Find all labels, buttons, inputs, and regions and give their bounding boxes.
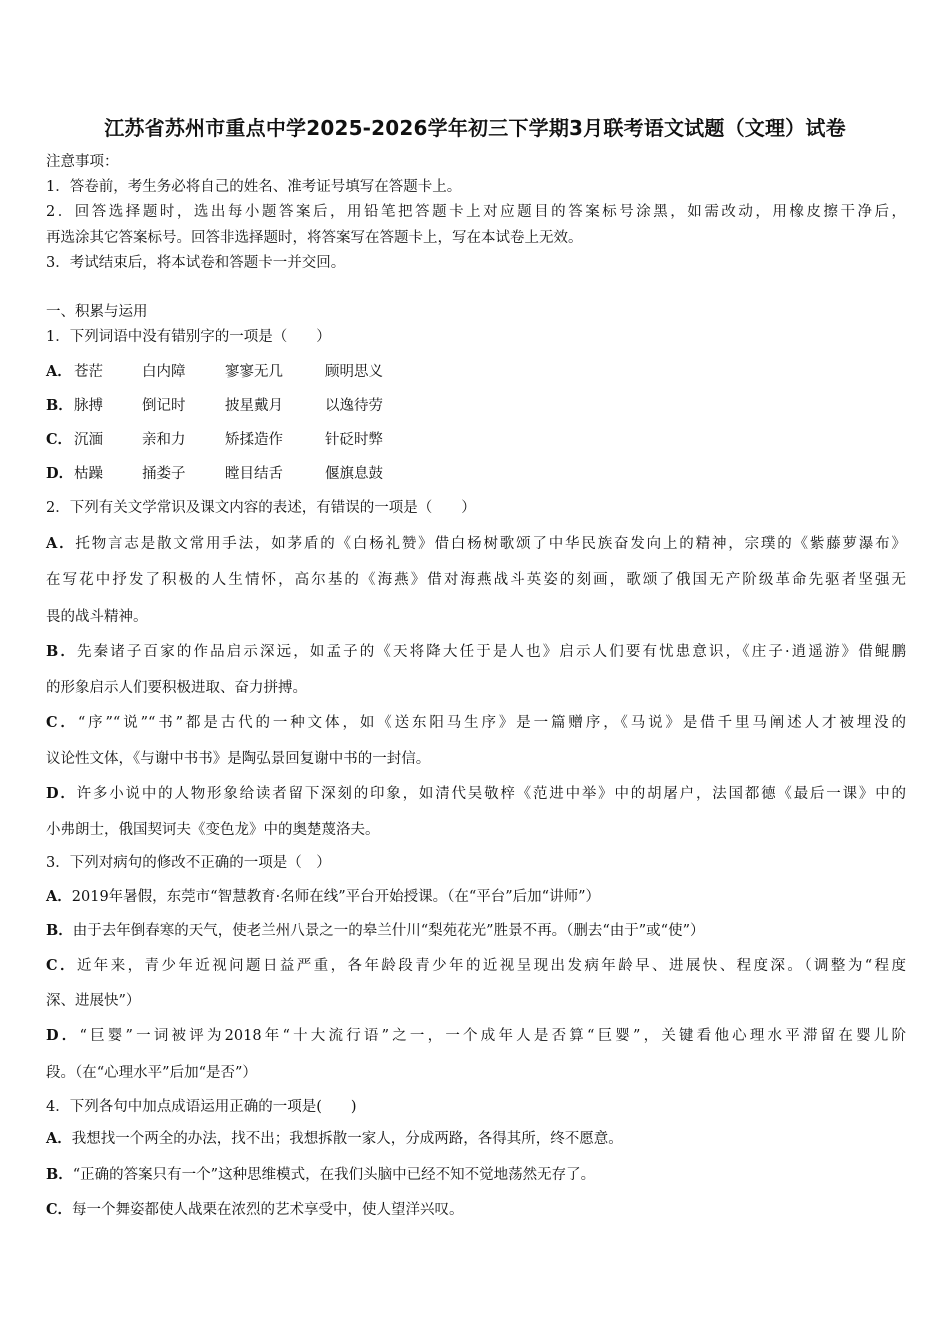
q4-option-a bbox=[46, 1129, 623, 1149]
question-1-stem: 1．下列词语中没有错别字的一项是（ ） bbox=[46, 329, 331, 345]
q2-option-a bbox=[46, 534, 906, 554]
notice-item: 再选涂其它答案标号。回答非选择题时，将答案写在答题卡上，写在本试卷上无效。 bbox=[46, 230, 583, 246]
question-3-stem: 3．下列对病句的修改不正确的一项是（ ） bbox=[46, 855, 331, 871]
option-text: 许多小说中的人物形象给读者留下深刻的印象，如清代吴敬梓《范进中举》中的胡屠户，法国都德《最后一课》中的 bbox=[76, 786, 906, 802]
option-text: 托物言志是散文常用手法，如茅盾的《白杨礼赞》借白杨树歌颂了中华民族奋发向上的精神，宗璞的《紫藤萝瀑布》 bbox=[75, 536, 906, 552]
question-4-stem: 4．下列各句中加点成语运用正确的一项是( ) bbox=[46, 1099, 357, 1115]
q3-option-c-cont: 深、进展快”） bbox=[46, 993, 141, 1009]
q2-option-d-cont: 小弗朗士，俄国契诃夫《变色龙》中的奥楚蔑洛夫。 bbox=[46, 822, 380, 838]
option-word: 寥寥无几 bbox=[225, 364, 283, 380]
notice-item: 1．答卷前，考生务必将自己的姓名、准考证号填写在答题卡上。 bbox=[46, 179, 462, 195]
option-label: A． bbox=[46, 888, 72, 905]
q2-option-c bbox=[46, 713, 906, 733]
q2-option-b-cont: 的形象启示人们要积极进取、奋力拼搏。 bbox=[46, 680, 307, 696]
q2-option-b bbox=[46, 642, 906, 662]
option-label: B． bbox=[46, 1166, 73, 1183]
option-word: 顾明思义 bbox=[325, 364, 383, 380]
option-word: 沉湎 bbox=[74, 432, 103, 448]
option-word: 苍茫 bbox=[74, 364, 103, 380]
option-text: “巨婴”一词被评为2018年“十大流行语”之一，一个成年人是否算“巨婴”，关键看他心理水平滞留在婴儿阶 bbox=[79, 1028, 906, 1044]
option-label: C． bbox=[46, 714, 78, 731]
option-word: 脉搏 bbox=[74, 398, 103, 414]
q3-option-b bbox=[46, 921, 705, 941]
q3-option-d bbox=[46, 1026, 906, 1046]
option-label: A． bbox=[46, 535, 76, 552]
option-word: 捅娄子 bbox=[142, 466, 186, 482]
q4-option-b bbox=[46, 1165, 595, 1185]
option-text: 先秦诸子百家的作品启示深远，如孟子的《天将降大任于是人也》启示人们要有忧患意识，《庄子·逍遥游》借鲲鹏 bbox=[77, 644, 906, 660]
option-label: B． bbox=[46, 643, 78, 660]
q3-option-a bbox=[46, 887, 600, 907]
option-word: 针砭时弊 bbox=[325, 432, 383, 448]
q1-option-d bbox=[46, 464, 383, 484]
option-label: C． bbox=[46, 1201, 73, 1218]
q2-option-d bbox=[46, 784, 906, 804]
option-text: 由于去年倒春寒的天气，使老兰州八景之一的皋兰什川“梨苑花光”胜景不再。（删去“由于”或“使”） bbox=[72, 923, 705, 939]
option-label: D． bbox=[46, 785, 77, 802]
option-word: 倒记时 bbox=[142, 398, 186, 414]
option-word: 枯躁 bbox=[74, 466, 103, 482]
option-word: 偃旗息鼓 bbox=[325, 466, 383, 482]
option-label: D． bbox=[46, 1027, 80, 1044]
option-label: B． bbox=[46, 397, 73, 414]
option-text: 每一个舞姿都使人战栗在浓烈的艺术享受中，使人望洋兴叹。 bbox=[72, 1202, 464, 1218]
option-label: C． bbox=[46, 957, 77, 974]
notice-item: 3．考试结束后，将本试卷和答题卡一并交回。 bbox=[46, 255, 346, 271]
question-2-stem: 2．下列有关文学常识及课文内容的表述，有错误的一项是（ ） bbox=[46, 500, 476, 516]
notice-item: 2．回答选择题时，选出每小题答案后，用铅笔把答题卡上对应题目的答案标号涂黑，如需改动，用橡皮擦干净后， bbox=[46, 204, 906, 220]
q4-option-c bbox=[46, 1200, 464, 1220]
option-label: A． bbox=[46, 1130, 72, 1147]
notice-heading: 注意事项： bbox=[46, 154, 119, 170]
option-text: “正确的答案只有一个”这种思维模式，在我们头脑中已经不知不觉地荡然无存了。 bbox=[72, 1167, 596, 1183]
q3-option-c bbox=[46, 956, 906, 976]
option-word: 亲和力 bbox=[142, 432, 186, 448]
option-label: C． bbox=[46, 431, 73, 448]
q3-option-d-cont: 段。（在“心理水平”后加“是否”） bbox=[46, 1065, 257, 1081]
option-label: A． bbox=[46, 363, 72, 380]
option-word: 以逸待劳 bbox=[325, 398, 383, 414]
option-text: 2019年暑假，东莞市“智慧教育·名师在线”平台开始授课。（在“平台”后加“讲师”） bbox=[71, 889, 601, 905]
option-text: 我想找一个两全的办法，找不出；我想拆散一家人，分成两路，各得其所，终不愿意。 bbox=[71, 1131, 623, 1147]
option-word: 矫揉造作 bbox=[225, 432, 283, 448]
q2-option-a-cont: 在写花中抒发了积极的人生情怀，高尔基的《海燕》借对海燕战斗英姿的刻画，歌颂了俄国无产阶级革命先驱者坚强无 bbox=[46, 572, 906, 588]
q1-option-a bbox=[46, 362, 383, 382]
exam-title: 江苏省苏州市重点中学2025-2026学年初三下学期3月联考语文试题（文理）试卷 bbox=[104, 116, 846, 140]
q2-option-c-cont: 议论性文体，《与谢中书书》是陶弘景回复谢中书的一封信。 bbox=[46, 751, 431, 767]
section-heading: 一、积累与运用 bbox=[46, 304, 148, 320]
q1-option-c bbox=[46, 430, 383, 450]
option-word: 披星戴月 bbox=[225, 398, 283, 414]
q1-option-b bbox=[46, 396, 383, 416]
option-word: 瞠目结舌 bbox=[225, 466, 283, 482]
option-text: “序”“说”“书”都是古代的一种文体，如《送东阳马生序》是一篇赠序，《马说》是借千里马阐述人才被埋没的 bbox=[77, 715, 906, 731]
option-label: D． bbox=[46, 465, 74, 482]
q2-option-a-cont: 畏的战斗精神。 bbox=[46, 609, 148, 625]
option-text: 近年来，青少年近视问题日益严重，各年龄段青少年的近视呈现出发病年龄早、进展快、程度深。（调整为“程度 bbox=[76, 958, 906, 974]
option-label: B． bbox=[46, 922, 73, 939]
option-word: 白内障 bbox=[142, 364, 186, 380]
